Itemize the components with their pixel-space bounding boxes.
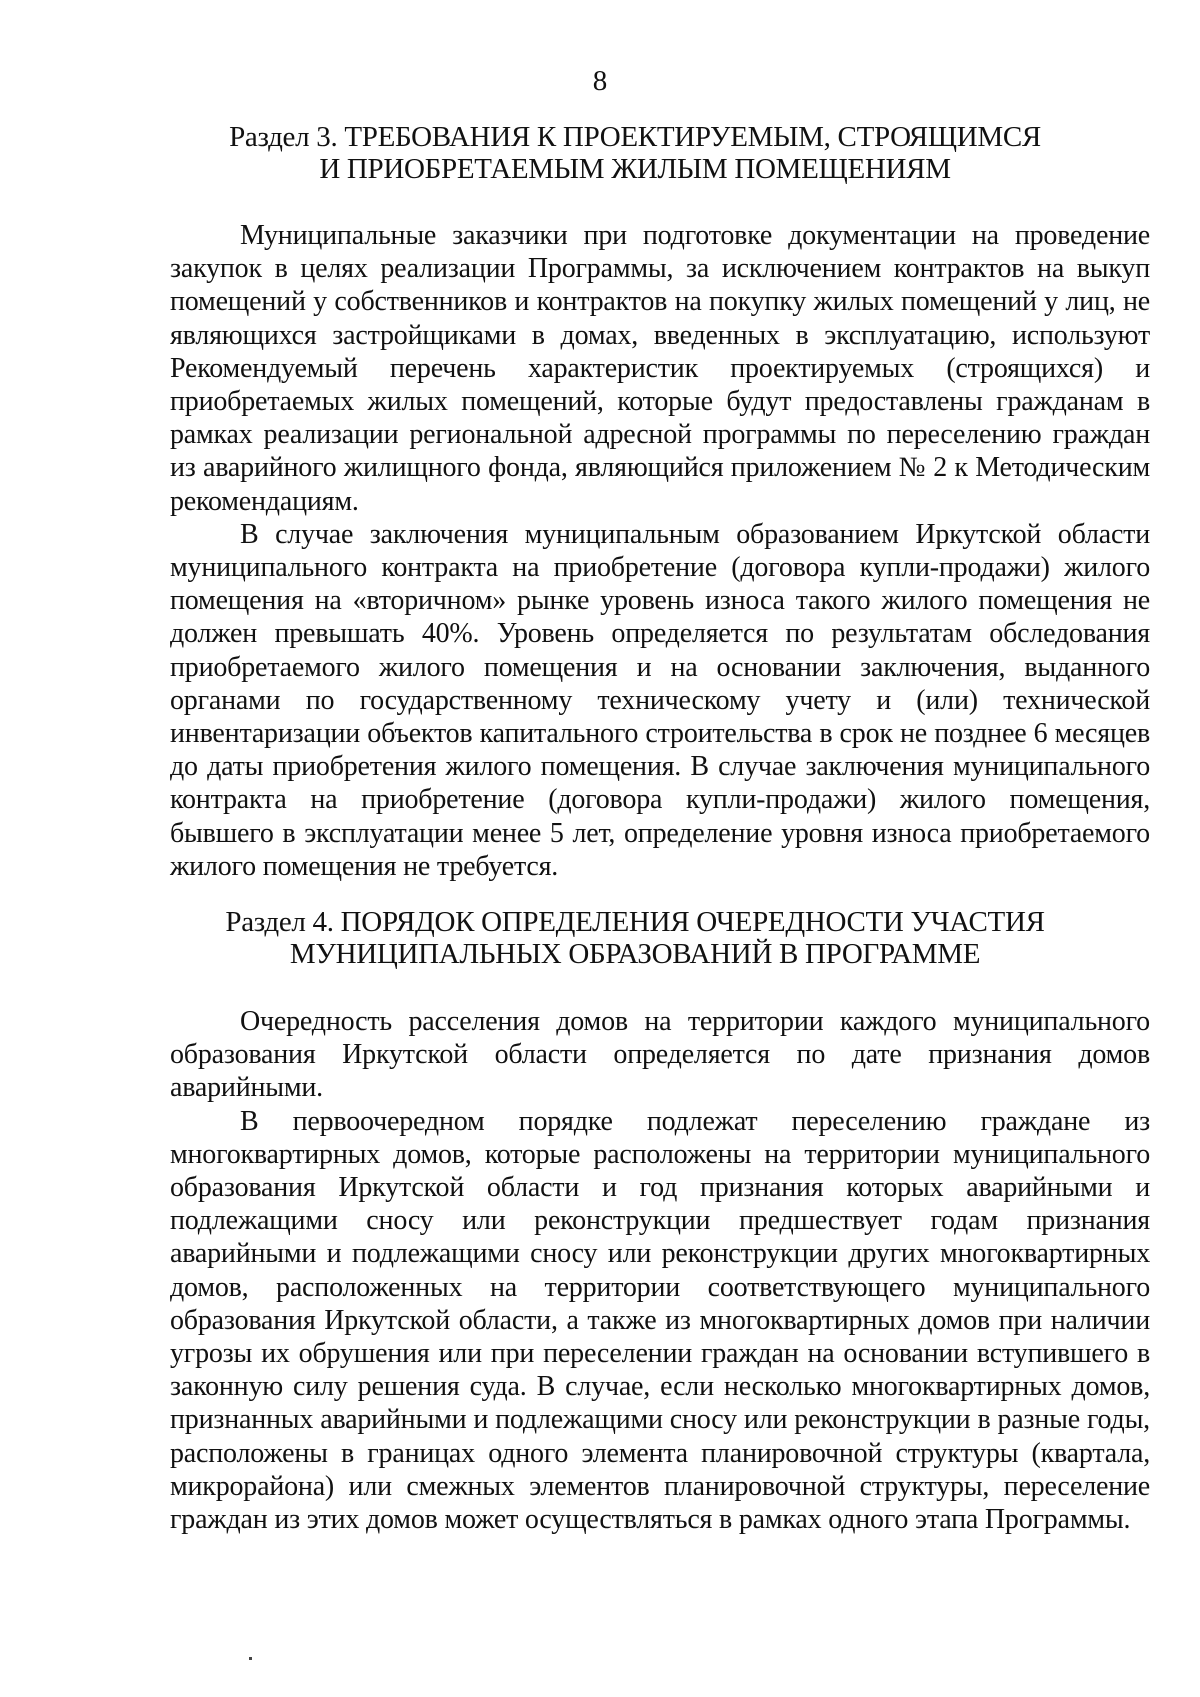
section-3-heading-line-1: Раздел 3. ТРЕБОВАНИЯ К ПРОЕКТИРУЕМЫМ, СТРОЯЩИМСЯ <box>229 121 1041 153</box>
scan-speck <box>249 1657 252 1660</box>
section-4-heading-line-2: МУНИЦИПАЛЬНЫХ ОБРАЗОВАНИЙ В ПРОГРАММЕ <box>289 938 981 970</box>
section-3-body <box>170 219 1150 883</box>
section-4-heading-line-1: Раздел 4. ПОРЯДОК ОПРЕДЕЛЕНИЯ ОЧЕРЕДНОСТИ УЧАСТИЯ <box>225 906 1045 938</box>
section-4-body <box>170 1005 1150 1536</box>
page-number: 8 <box>592 65 608 97</box>
section-4-heading <box>170 906 1100 970</box>
section-3-heading-line-2: И ПРИОБРЕТАЕМЫМ ЖИЛЫМ ПОМЕЩЕНИЯМ <box>319 153 951 185</box>
section-4-paragraph-1: Очередность расселения домов на территории каждого муниципального образования Иркутской области определяется по дате признания домов аварийными. <box>170 1006 1150 1104</box>
section-3-heading <box>170 121 1100 185</box>
section-3-paragraph-1: Муниципальные заказчики при подготовке документации на проведение закупок в целях реализации Программы, за исключением контрактов на выкуп помещений у собственников и контрактов на покупку жилых помещений у лиц, не являющихся застройщиками в домах, введенных в эксплуатацию, используют Рекомендуемый перечень характеристик проектируемых (строящихся) и приобретаемых жилых помещений, которые будут предоставлены гражданам в рамках реализации региональной адресной программы по переселению граждан из аварийного жилищного фонда, являющийся приложением № 2 к Методическим рекомендациям. <box>170 220 1150 517</box>
section-4-paragraph-2: В первоочередном порядке подлежат переселению граждане из многоквартирных домов, которые расположены на территории муниципального образования Иркутской области и год признания которых аварийными и подлежащими сносу или реконструкции предшествует годам признания аварийными и подлежащими сносу или реконструкции других многоквартирных домов, расположенных на территории соответствующего муниципального образования Иркутской области, а также из многоквартирных домов при наличии угрозы их обрушения или при переселении граждан на основании вступившего в законную силу решения суда. В случае, если несколько многоквартирных домов, признанных аварийными и подлежащими сносу или реконструкции в разные годы, расположены в границах одного элемента планировочной структуры (квартала, микрорайона) или смежных элементов планировочной структуры, переселение граждан из этих домов может осуществляться в рамках одного этапа Программы. <box>170 1105 1150 1536</box>
section-3-paragraph-2: В случае заключения муниципальным образованием Иркутской области муниципального контракта на приобретение (договора купли-продажи) жилого помещения на «вторичном» рынке уровень износа такого жилого помещения не должен превышать 40%. Уровень определяется по результатам обследования приобретаемого жилого помещения и на основании заключения, выданного органами по государственному техническому учету и (или) технической инвентаризации объектов капитального строительства в срок не позднее 6 месяцев до даты приобретения жилого помещения. В случае заключения муниципального контракта на приобретение (договора купли-продажи) жилого помещения, бывшего в эксплуатации менее 5 лет, определение уровня износа приобретаемого жилого помещения не требуется. <box>170 518 1150 882</box>
